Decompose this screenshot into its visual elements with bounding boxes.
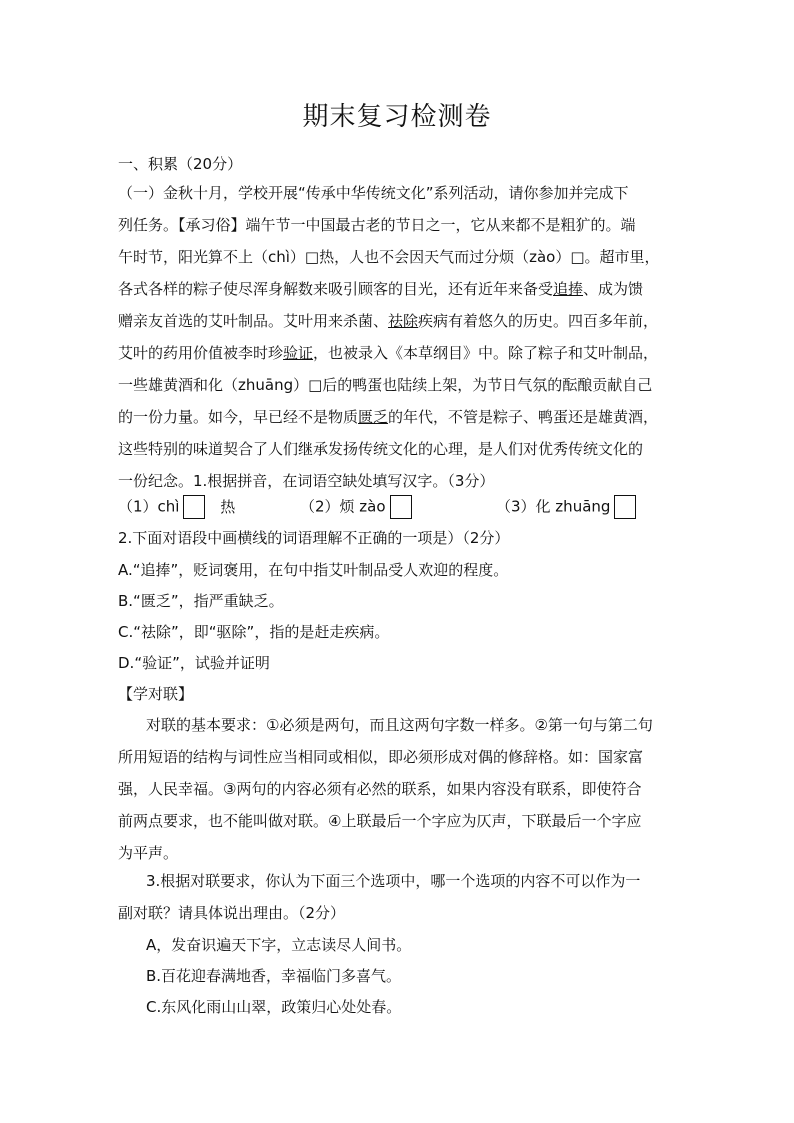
question-stem: 2.下面对语段中画横线的词语理解不正确的一项是）（2分） xyxy=(118,529,510,547)
option-c: C.东风化雨山山翠，政策归心处处春。 xyxy=(146,998,402,1016)
question-stem: 副对联？请具体说出理由。（2分） xyxy=(118,904,346,922)
passage-text: ，也被录入《本草纲目》中。除了粽子和艾叶制品， xyxy=(313,344,659,362)
underlined-word: 祛除 xyxy=(388,312,419,330)
option-a: A，发奋识遍天下字，立志读尽人间书。 xyxy=(146,936,412,954)
couplet-text: 为平声。 xyxy=(118,844,179,862)
passage-line xyxy=(118,279,678,299)
passage-text: 艾叶的药用价值被李时珍 xyxy=(118,344,284,362)
passage-text: 、成为馈 xyxy=(583,280,644,298)
passage-line xyxy=(118,311,678,331)
answer-box[interactable] xyxy=(183,495,205,519)
option-d: D.“验证”，试验并证明 xyxy=(118,654,270,672)
answer-box[interactable] xyxy=(390,495,412,519)
passage-text: 的一份力量。如今，早已经不是物质 xyxy=(118,408,359,426)
passage-text: 赠亲友首选的艾叶制品。艾叶用来杀菌、 xyxy=(118,312,389,330)
blank-item-2 xyxy=(300,495,412,519)
option-a: A.“追捧”，贬词褒用，在句中指艾叶制品受人欢迎的程度。 xyxy=(118,561,509,579)
blank-item-1 xyxy=(118,495,235,519)
blank-item-3 xyxy=(496,495,636,519)
answer-box[interactable] xyxy=(614,495,636,519)
blank-label: （1）chì xyxy=(118,497,180,516)
passage-line: 列任务。【承习俗】端午节一中国最古老的节日之一，它从来都不是粗犷的。端 xyxy=(118,216,636,234)
passage-line: 这些特别的味道契合了人们继承发扬传统文化的心理，是人们对优秀传统文化的 xyxy=(118,440,644,458)
passage-text: 的年代，不管是粽子、鸭蛋还是雄黄酒， xyxy=(388,408,659,426)
question-stem: 3.根据对联要求，你认为下面三个选项中，哪一个选项的内容不可以作为一 xyxy=(146,872,641,890)
passage-line xyxy=(118,407,678,427)
section-subheading: 【学对联】 xyxy=(118,685,194,703)
couplet-text: 前两点要求，也不能叫做对联。④上联最后一个字应为仄声，下联最后一个字应 xyxy=(118,812,642,830)
option-b: B.“匮乏”，指严重缺乏。 xyxy=(118,592,284,610)
page-title: 期末复习检测卷 xyxy=(302,102,492,132)
passage-line: （一）金秋十月，学校开展“传承中华传统文化”系列活动，请你参加并完成下 xyxy=(118,184,629,202)
couplet-text: 强，人民幸福。③两句的内容必须有必然的联系，如果内容没有联系，即使符合 xyxy=(118,780,642,798)
blank-label: （2）烦 zào xyxy=(300,497,386,516)
passage-line xyxy=(118,343,678,363)
couplet-text: 所用短语的结构与词性应当相同或相似，即必须形成对偶的修辞格。如：国家富 xyxy=(118,748,644,766)
passage-text: 疾病有着悠久的历史。四百多年前， xyxy=(418,312,659,330)
passage-line: 午时节，阳光算不上（chì）□热，人也不会因天气而过分烦（zào）□。超市里， xyxy=(118,248,660,266)
blank-label: （3）化 zhuāng xyxy=(496,497,611,516)
couplet-text: 对联的基本要求：①必须是两句，而且这两句字数一样多。②第一句与第二句 xyxy=(146,716,653,734)
option-c: C.“祛除”，即“驱除”，指的是赶走疾病。 xyxy=(118,623,390,641)
blank-suffix: 热 xyxy=(220,497,236,516)
passage-line: 一份纪念。1.根据拼音，在词语空缺处填写汉字。（3分） xyxy=(118,472,495,490)
option-b: B.百花迎春满地香，幸福临门多喜气。 xyxy=(146,967,402,985)
underlined-word: 追捧 xyxy=(553,280,584,298)
passage-line: 一些雄黄酒和化（zhuāng）□后的鸭蛋也陆续上架，为节日气氛的酝酿贡献自己 xyxy=(118,376,653,394)
section-heading: 一、积累（20分） xyxy=(118,155,243,173)
passage-text: 各式各样的粽子使尽浑身解数来吸引顾客的目光，还有近年来备受 xyxy=(118,280,554,298)
underlined-word: 匮乏 xyxy=(358,408,389,426)
underlined-word: 验证 xyxy=(283,344,314,362)
